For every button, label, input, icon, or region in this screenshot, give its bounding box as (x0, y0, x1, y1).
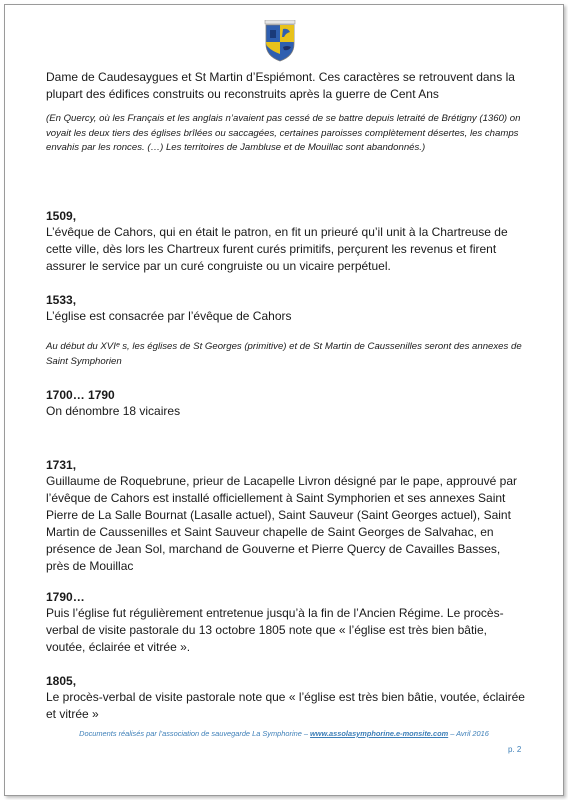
year-heading-1533: 1533, (46, 293, 77, 307)
paragraph-1533: L’église est consacrée par l’évêque de Cahors (46, 309, 292, 323)
paragraph-1700: On dénombre 18 vicaires (46, 404, 181, 418)
xvi-century-note: Au début du XVIᵉ s, les églises de St Georges (primitive) et de St Martin de Caussenilles seront des annexes de Saint Symphorien (46, 341, 522, 367)
association-website-link[interactable]: www.assolasymphorine.e-monsite.com (310, 729, 449, 738)
coat-of-arms-icon (262, 20, 298, 62)
year-heading-1731: 1731, (46, 458, 77, 472)
year-heading-1790: 1790… (46, 590, 85, 604)
paragraph-1731: Guillaume de Roquebrune, prieur de Lacapelle Livron désigné par le pape, approuvé par l’évêque de Cahors est installé officiellement à Saint Symphorien et ses annexes Saint Pierre de La Salle Bournat (Lasalle actuel), Saint Sauveur (Saint Georges actuel), Saint Martin de Caussenilles et Saint Sauveur chapelle de Saint Georges de Salvahac, en présence de Jean Sol, marchand de Gouverne et Pierre Quercy de Cavailles Basses, près de Mouillac (46, 474, 517, 573)
paragraph-1790: Puis l’église fut régulièrement entretenue jusqu’à la fin de l’Ancien Régime. Le procès-verbal de visite pastorale du 13 octobre 1805 note que « l’église est très bien bâtie, voutée, éclairée et vitrée ». (46, 606, 504, 654)
paragraph-1805: Le procès-verbal de visite pastorale note que « l’église est très bien bâtie, voutée, éclairée et vitrée » (46, 690, 525, 721)
footer-suffix: – Avril 2016 (448, 729, 489, 738)
quercy-note: (En Quercy, où les Français et les anglais n’avaient pas cessé de se battre depuis letraité de Brétigny (1360) on voyait les deux tiers des églises brîlées ou saccagées, certaines paroisses complètement désertes, les champs envahis par les ronces. (…) Les territoires de Jambluse et de Mouillac sont abandonnés.) (46, 113, 521, 153)
paragraph-1509: L’évêque de Cahors, qui en était le patron, en fit un prieuré qu’il unit à la Chartreuse de cette ville, dès lors les Chartreux furent curés primitifs, perçurent les revenus et firent assurer le service par un curé congruiste ou un vicaire perpétuel. (46, 225, 508, 273)
intro-paragraph: Dame de Caudesaygues et St Martin d’Espiémont. Ces caractères se retrouvent dans la plupart des édifices construits ou reconstruits après la guerre de Cent Ans (46, 70, 515, 101)
page-number: p. 2 (508, 745, 522, 754)
page-footer (0, 729, 568, 738)
year-heading-1805: 1805, (46, 674, 77, 688)
year-heading-1509: 1509, (46, 209, 77, 223)
year-heading-1700: 1700… 1790 (46, 388, 115, 402)
footer-prefix: Documents réalisés par l’association de sauvegarde La Symphorine – (79, 729, 311, 738)
